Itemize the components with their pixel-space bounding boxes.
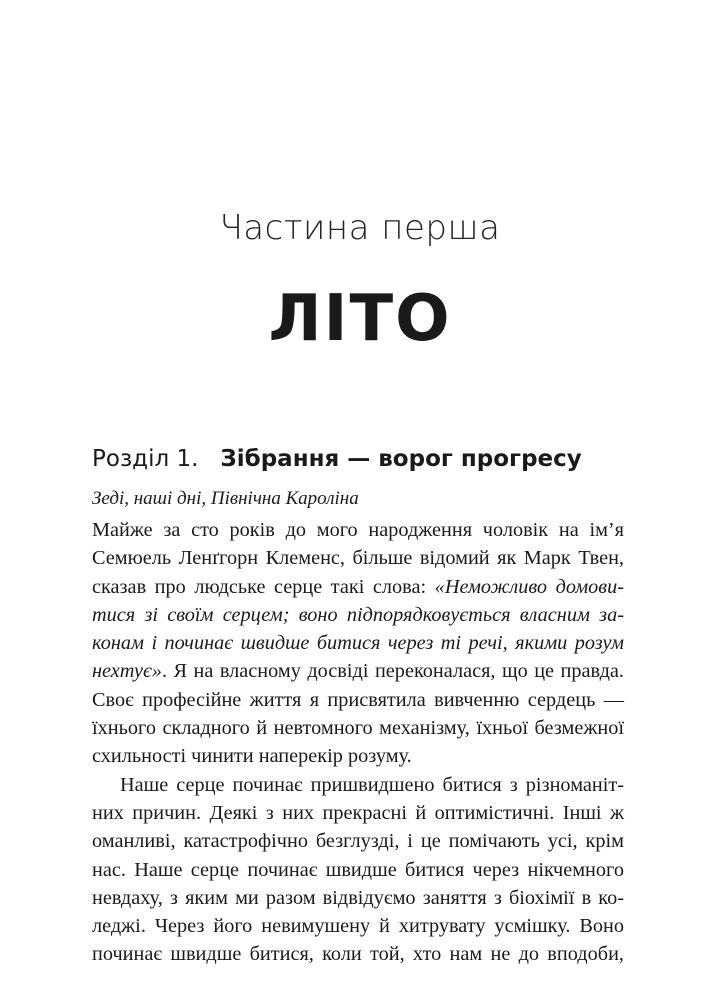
- text-line: оманливі, катастрофічно безглузді, і це помічають усі, крім: [92, 830, 624, 853]
- text-span: . Я на власному досвіді переконалася, що це правда.: [161, 660, 624, 683]
- text-line: невдаху, з яким ми разом відвідуємо заняття з біохімії в ко-: [92, 886, 624, 909]
- text-line: схильності чинити наперекір розуму.: [92, 745, 412, 768]
- text-line: Семюель Ленґгорн Клеменс, більше відомий як Марк Твен,: [92, 547, 624, 570]
- season-title: ЛІТО: [268, 282, 452, 356]
- chapter-number: Розділ 1.: [92, 446, 199, 472]
- chapter-title: Зібрання — ворог прогресу: [220, 446, 582, 472]
- text-line: тися зі своїм серцем; воно підпорядковується власним за-: [92, 603, 624, 626]
- body-text: [92, 516, 624, 969]
- text-line: Майже за сто років до мого народження чоловік на ім’я: [92, 519, 624, 541]
- part-title: Частина перша: [219, 208, 501, 248]
- text-line: їхнього складного й невтомного механізму, їхньої безмежної: [92, 717, 624, 740]
- text-span: сказав про людське серце такі слова:: [92, 575, 435, 598]
- quote-span: «Неможливо домови-: [434, 575, 624, 598]
- quote-span: нехтує»: [92, 660, 162, 683]
- text-line: [92, 657, 624, 685]
- text-line: Наше серце починає пришвидшено битися з різноманіт-: [120, 773, 624, 796]
- chapter-subtitle: Зеді, наші дні, Північна Кароліна: [92, 488, 359, 509]
- text-line: Своє професійне життя я присвятила вивченню сердець —: [92, 688, 624, 711]
- chapter-heading: [92, 446, 632, 472]
- text-line: починає швидше битися, коли той, хто нам не до вподоби,: [92, 943, 624, 966]
- text-line: нас. Наше серце починає швидше битися через нікчемного: [92, 858, 624, 881]
- text-line: них причин. Деякі з них прекрасні й оптимістичні. Інші ж: [92, 801, 624, 824]
- text-line: леджі. Через його невимушену й хитрувату усмішку. Воно: [92, 915, 624, 938]
- text-line: [92, 573, 624, 601]
- text-line: конам і починає швидше битися через ті речі, якими розум: [92, 632, 624, 655]
